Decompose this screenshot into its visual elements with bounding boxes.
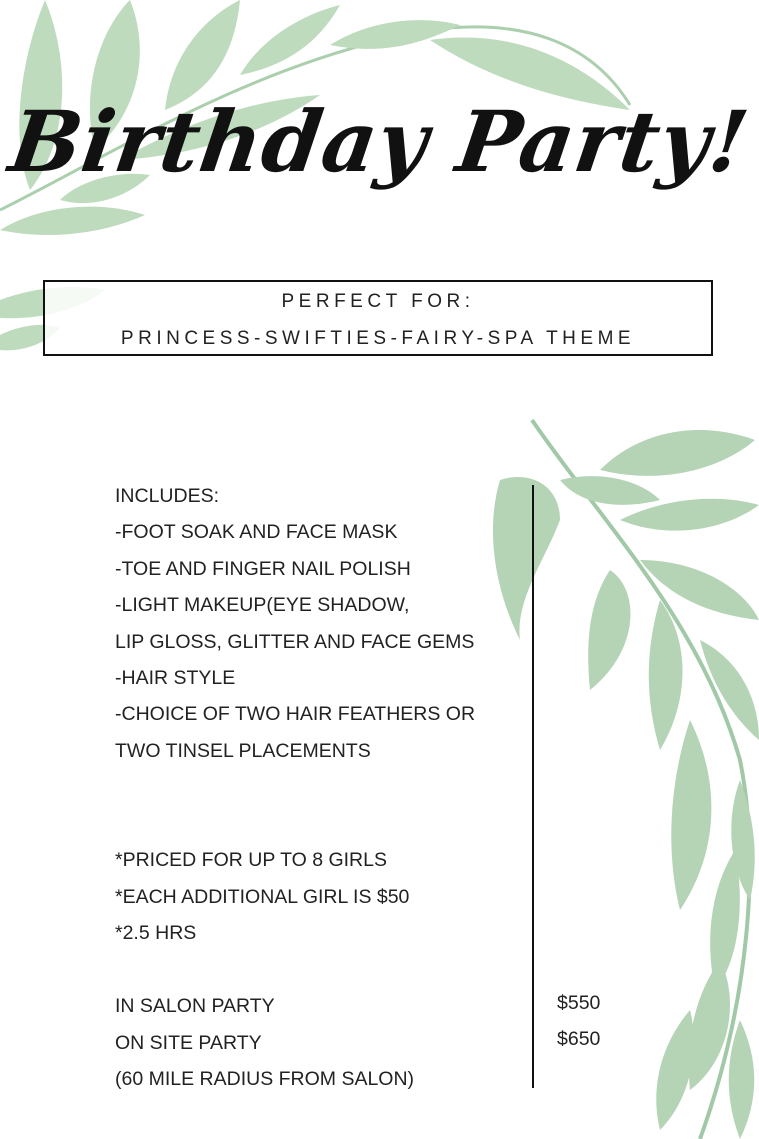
includes-item: -TOE AND FINGER NAIL POLISH	[115, 557, 411, 580]
note-item: *EACH ADDITIONAL GIRL IS $50	[115, 885, 410, 908]
theme-box	[43, 280, 713, 356]
on-site-price: $650	[557, 1028, 601, 1051]
in-salon-label: IN SALON PARTY	[115, 995, 275, 1018]
includes-item: -FOOT SOAK AND FACE MASK	[115, 521, 398, 544]
page-title: Birthday Party!	[3, 92, 756, 191]
in-salon-price: $550	[557, 992, 601, 1014]
details-section	[115, 478, 535, 1097]
on-site-label: ON SITE PARTY	[115, 1031, 262, 1054]
price-column	[557, 985, 600, 1058]
includes-item: TWO TINSEL PLACEMENTS	[115, 739, 371, 762]
radius-note: (60 MILE RADIUS FROM SALON)	[115, 1068, 415, 1091]
includes-item: -LIGHT MAKEUP(EYE SHADOW,	[115, 594, 410, 617]
includes-item: -CHOICE OF TWO HAIR FEATHERS OR	[115, 703, 476, 726]
theme-heading: PERFECT FOR:	[281, 291, 475, 312]
note-item: *2.5 HRS	[115, 921, 197, 944]
includes-item: -HAIR STYLE	[115, 666, 236, 689]
includes-heading: INCLUDES:	[115, 485, 220, 507]
theme-list: PRINCESS-SWIFTIES-FAIRY-SPA THEME	[120, 328, 636, 349]
vertical-divider	[532, 485, 534, 1088]
note-item: *PRICED FOR UP TO 8 GIRLS	[115, 849, 387, 872]
includes-item: LIP GLOSS, GLITTER AND FACE GEMS	[115, 630, 475, 653]
